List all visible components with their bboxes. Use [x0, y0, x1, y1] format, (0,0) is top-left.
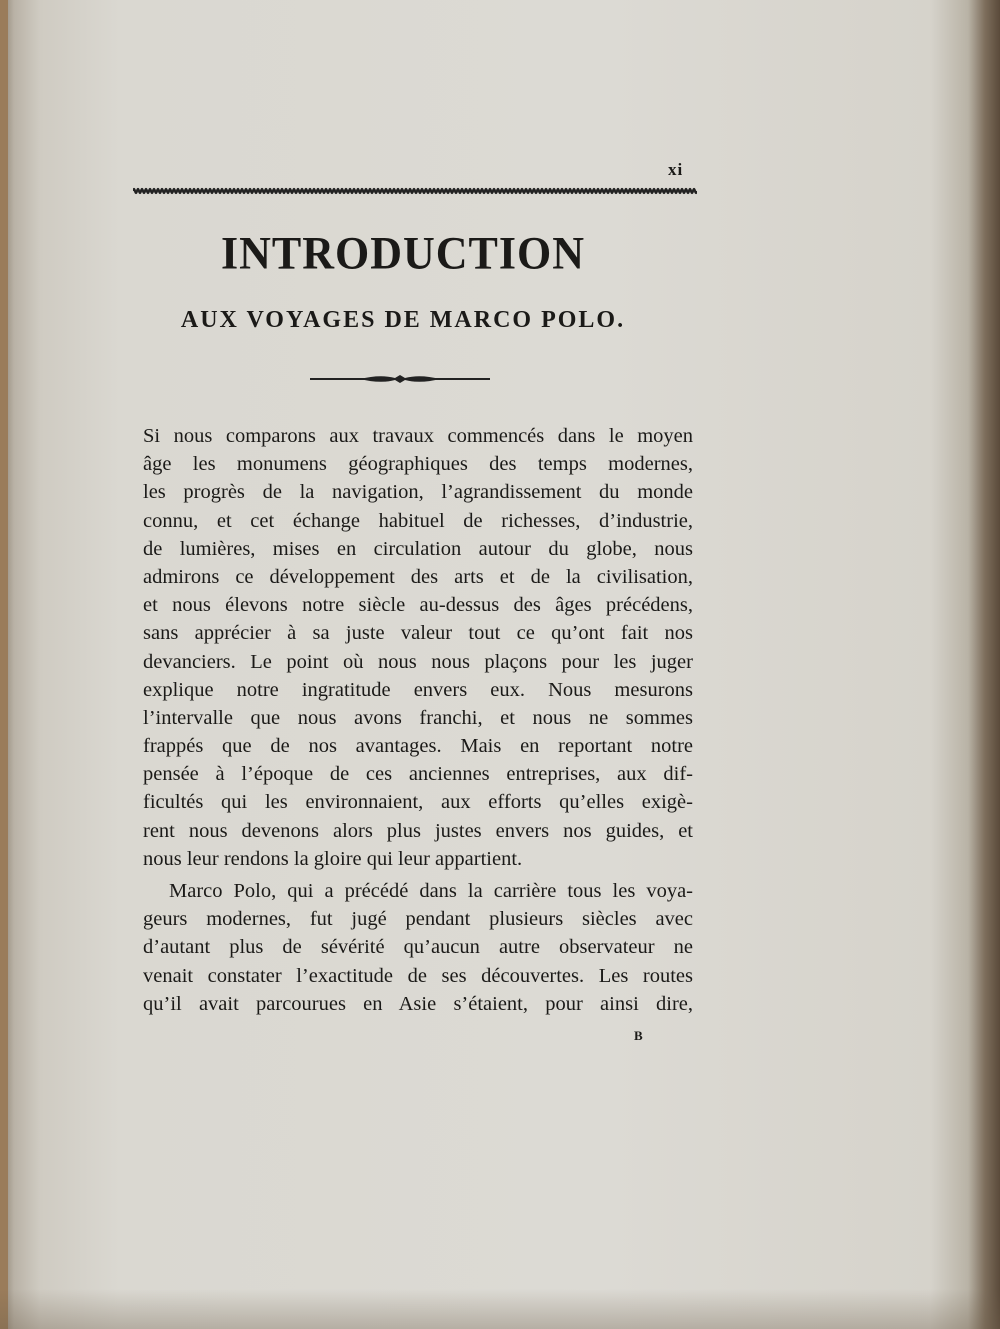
text-line: les progrès de la navigation, l’agrandissement du monde — [143, 481, 693, 504]
text-line: rent nous devenons alors plus justes envers nos guides, et — [143, 819, 693, 842]
text-line: sans apprécier à sa juste valeur tout ce qu’ont fait nos — [143, 622, 693, 645]
page-shadow — [0, 1289, 1000, 1329]
text-line: devanciers. Le point où nous nous plaçons pour les juger — [143, 650, 693, 673]
wavy-rule — [133, 186, 697, 196]
text-line: et nous élevons notre siècle au-dessus des âges précédens, — [143, 594, 693, 617]
text-line: l’intervalle que nous avons franchi, et nous ne sommes — [143, 706, 693, 729]
text-line: de lumières, mises en circulation autour du globe, nous — [143, 537, 693, 560]
text-line: âge les monumens géographiques des temps modernes, — [143, 453, 693, 476]
text-line: Si nous comparons aux travaux commencés dans le moyen — [143, 425, 693, 447]
book-gutter — [0, 0, 8, 1329]
text-line: qu’il avait parcourues en Asie s’étaient, pour ainsi dire, — [143, 992, 693, 1015]
text-line: ficultés qui les environnaient, aux efforts qu’elles exigè- — [143, 791, 693, 814]
text-line: Marco Polo, qui a précédé dans la carrière tous les voya- — [169, 880, 693, 902]
text-line: nous leur rendons la gloire qui leur appartient. — [143, 847, 523, 870]
text-line: pensée à l’époque de ces anciennes entreprises, aux dif- — [143, 763, 693, 786]
text-line: connu, et cet échange habituel de richesses, d’industrie, — [143, 509, 693, 532]
text-line: geurs modernes, fut jugé pendant plusieurs siècles avec — [143, 908, 693, 931]
text-line: venait constater l’exactitude de ses découvertes. Les routes — [143, 964, 693, 987]
signature-mark: B — [634, 1028, 643, 1043]
page-title: INTRODUCTION — [220, 227, 586, 280]
text-line: admirons ce développement des arts et de la civilisation, — [143, 565, 693, 588]
ornament-divider — [310, 372, 490, 386]
body-text — [143, 422, 693, 1018]
page-subtitle: AUX VOYAGES DE MARCO POLO. — [180, 307, 626, 333]
page-number: xi — [668, 160, 684, 179]
text-line: explique notre ingratitude envers eux. Nous mesurons — [143, 678, 693, 701]
text-line: d’autant plus de sévérité qu’aucun autre observateur ne — [143, 936, 693, 959]
text-line: frappés que de nos avantages. Mais en reportant notre — [143, 735, 693, 758]
